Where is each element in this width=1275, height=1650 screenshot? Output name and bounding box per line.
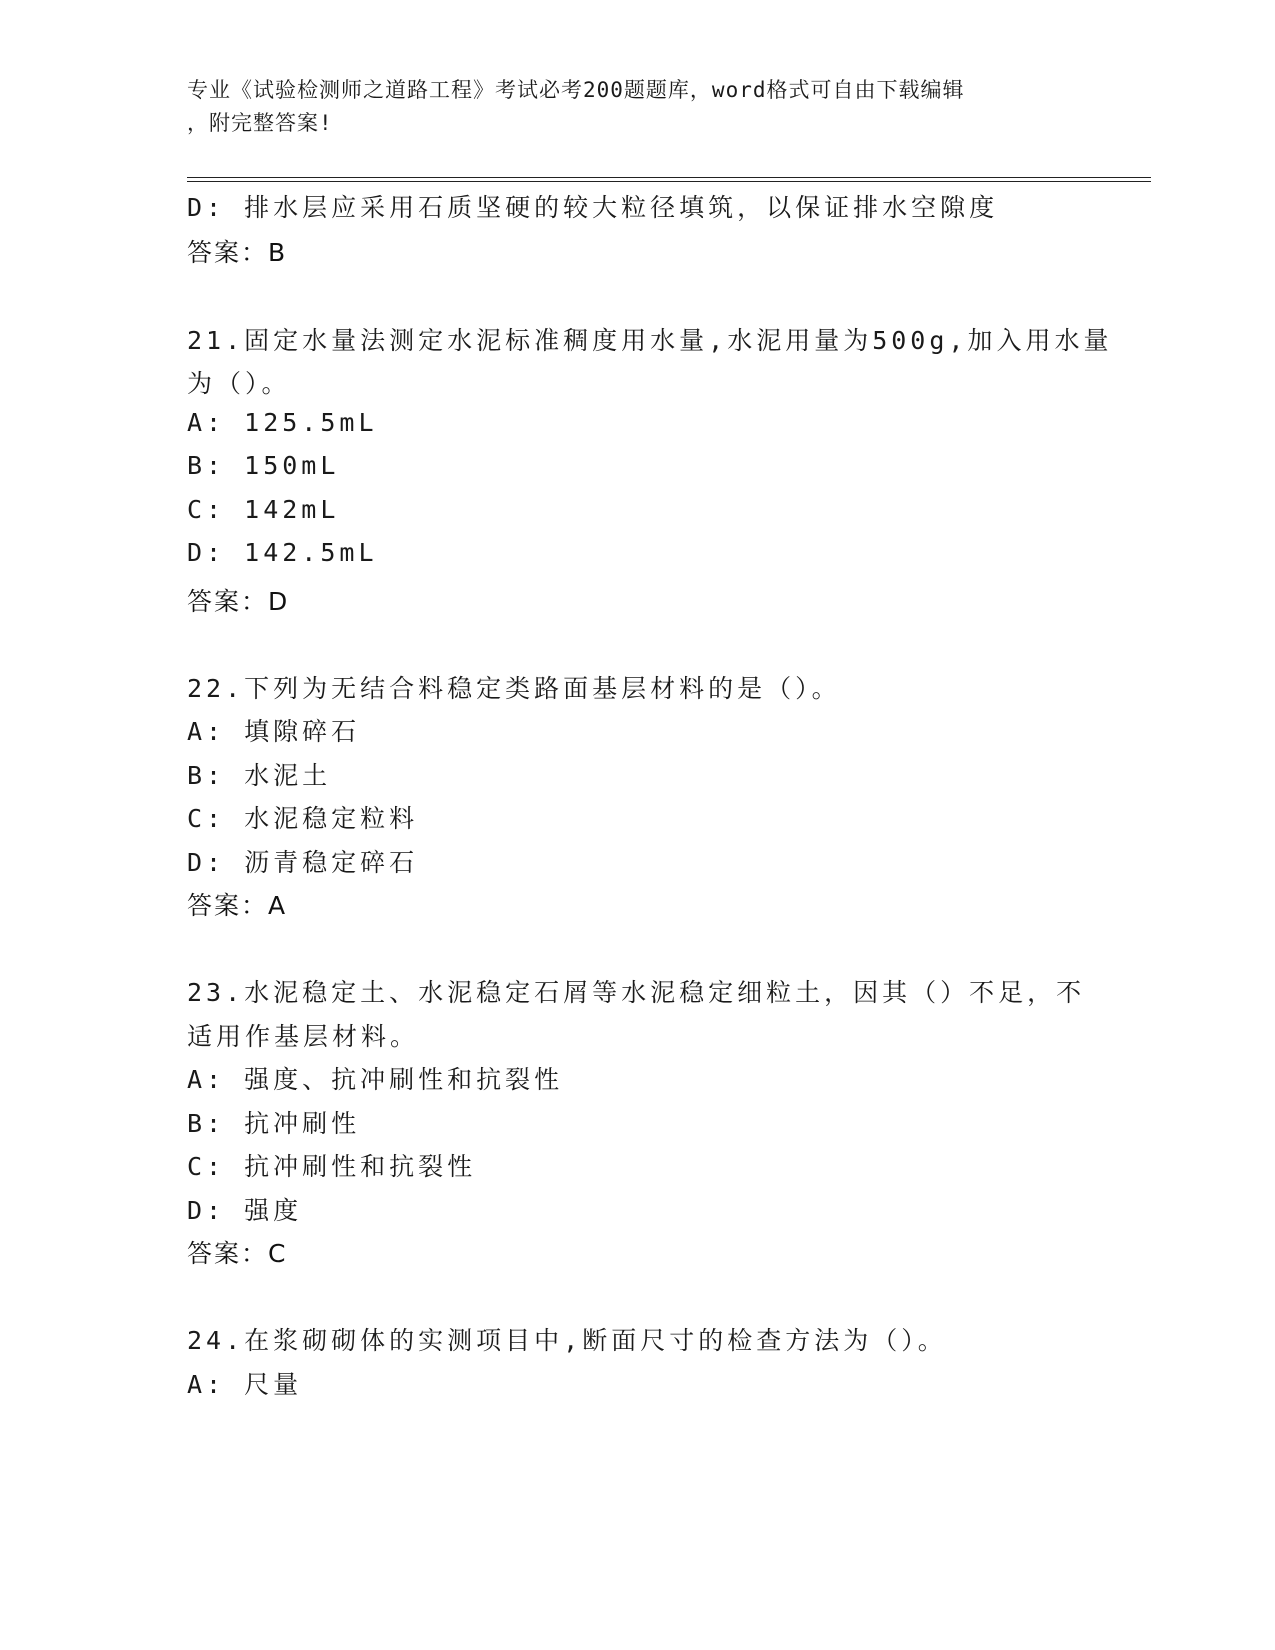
prev-answer: 答案：B	[187, 238, 288, 267]
q23-stem-line1: 23.水泥稳定土、水泥稳定石屑等水泥稳定细粒土，因其（）不足，不	[187, 978, 1086, 1007]
q21-option-d: D: 142.5mL	[187, 538, 378, 567]
q22-option-d: D: 沥青稳定碎石	[187, 848, 419, 877]
q21-stem-line2: 为（）。	[187, 369, 291, 398]
q22-option-b: B: 水泥土	[187, 761, 332, 790]
q21-option-a: A: 125.5mL	[187, 408, 378, 437]
document-header	[187, 74, 1067, 140]
header-subtitle-line: ，附完整答案!	[187, 111, 333, 135]
q21-option-c: C: 142mL	[187, 495, 340, 524]
q23-option-c: C: 抗冲刷性和抗裂性	[187, 1152, 477, 1181]
q23-option-d: D: 强度	[187, 1196, 303, 1225]
q23-option-a: A: 强度、抗冲刷性和抗裂性	[187, 1065, 564, 1094]
header-divider-bottom	[187, 181, 1151, 182]
q24-stem-line1: 24.在浆砌砌体的实测项目中,断面尺寸的检查方法为（）。	[187, 1326, 947, 1355]
q23-stem-line2: 适用作基层材料。	[187, 1022, 420, 1051]
q22-answer: 答案：A	[187, 891, 288, 920]
q21-option-b: B: 150mL	[187, 451, 340, 480]
q21-answer: 答案：D	[187, 587, 290, 616]
q24-option-a: A: 尺量	[187, 1370, 303, 1399]
q22-option-a: A: 填隙碎石	[187, 717, 361, 746]
q22-option-c: C: 水泥稳定粒料	[187, 804, 419, 833]
header-title-line: 专业《试验检测师之道路工程》考试必考200题题库，word格式可自由下载编辑	[187, 78, 965, 102]
header-divider-top	[187, 177, 1151, 178]
q21-stem-line1: 21.固定水量法测定水泥标准稠度用水量,水泥用量为500g,加入用水量	[187, 326, 1113, 355]
q23-answer: 答案：C	[187, 1239, 288, 1268]
q23-option-b: B: 抗冲刷性	[187, 1109, 361, 1138]
prev-option-d: D: 排水层应采用石质坚硬的较大粒径填筑，以保证排水空隙度	[187, 193, 999, 222]
q22-stem-line1: 22.下列为无结合料稳定类路面基层材料的是（）。	[187, 674, 841, 703]
